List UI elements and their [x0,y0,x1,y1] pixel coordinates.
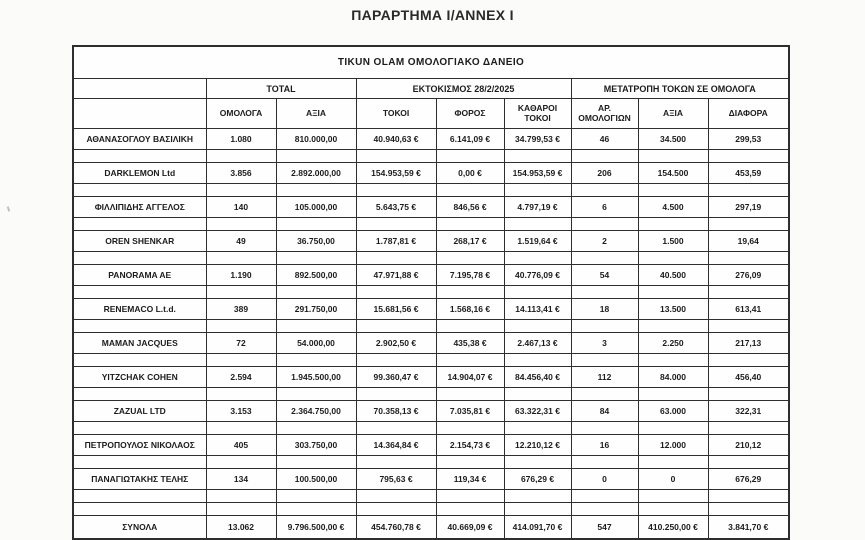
spacer-cell [356,456,436,469]
table-cell: 34.799,53 € [504,129,571,150]
spacer-cell [708,503,789,516]
spacer-cell [206,388,276,401]
table-cell: 3.841,70 € [708,516,789,540]
column-header-num-bonds: ΑΡ. ΟΜΟΛΟΓΙΩΝ [571,99,638,129]
table-title: TIKUN OLAM ΟΜΟΛΟΓΙΑΚΟ ΔΑΝΕΙΟ [73,46,789,79]
table-cell: 676,29 [708,469,789,490]
table-cell: 19,64 [708,231,789,252]
spacer-cell [504,456,571,469]
holder-name-cell: RENEMACO L.t.d. [73,299,206,320]
table-cell: 210,12 [708,435,789,456]
spacer-cell [708,184,789,197]
holder-name-cell: ZAZUAL LTD [73,401,206,422]
spacer-cell [356,422,436,435]
table-cell: 2.154,73 € [436,435,504,456]
spacer-cell [276,490,356,503]
table-cell: 2.364.750,00 [276,401,356,422]
spacer-cell [206,184,276,197]
table-cell: 268,17 € [436,231,504,252]
spacer-cell [504,320,571,333]
column-header-tax: ΦΟΡΟΣ [436,99,504,129]
table-cell: 1.945.500,00 [276,367,356,388]
spacer-row [73,252,789,265]
spacer-cell [73,490,206,503]
table-cell: 810.000,00 [276,129,356,150]
table-cell: 1.500 [638,231,708,252]
table-cell: 453,59 [708,163,789,184]
table-cell: 14.113,41 € [504,299,571,320]
spacer-cell [638,422,708,435]
table-cell: 105.000,00 [276,197,356,218]
spacer-cell [571,184,638,197]
table-cell: 7.035,81 € [436,401,504,422]
spacer-cell [436,286,504,299]
spacer-row [73,422,789,435]
spacer-cell [504,490,571,503]
table-cell: 1.787,81 € [356,231,436,252]
table-cell: 4.500 [638,197,708,218]
table-cell: 389 [206,299,276,320]
group-disbursement: ΕΚΤΟΚΙΣΜΟΣ 28/2/2025 [356,79,571,99]
table-row [73,231,789,252]
spacer-cell [638,388,708,401]
table-row [73,333,789,354]
table-row [73,469,789,490]
spacer-cell [708,252,789,265]
spacer-cell [206,456,276,469]
spacer-cell [276,286,356,299]
spacer-cell [708,490,789,503]
table-cell: 276,09 [708,265,789,286]
table-row [73,401,789,422]
holder-name-cell: ΠΑΝΑΓΙΩΤΑΚΗΣ ΤΕΛΗΣ [73,469,206,490]
spacer-cell [73,252,206,265]
spacer-cell [356,490,436,503]
table-cell: 892.500,00 [276,265,356,286]
spacer-cell [638,456,708,469]
table-cell: 217,13 [708,333,789,354]
spacer-cell [571,354,638,367]
table-cell: 0,00 € [436,163,504,184]
table-cell: 2.250 [638,333,708,354]
spacer-cell [638,320,708,333]
table-cell: 13.500 [638,299,708,320]
table-cell: 410.250,00 € [638,516,708,540]
table-cell: 1.080 [206,129,276,150]
spacer-cell [276,320,356,333]
table-cell: 12.000 [638,435,708,456]
spacer-cell [571,456,638,469]
spacer-cell [436,456,504,469]
column-header-interest: ΤΟΚΟΙ [356,99,436,129]
spacer-cell [276,184,356,197]
spacer-cell [356,150,436,163]
spacer-cell [571,503,638,516]
spacer-cell [436,184,504,197]
table-cell: 34.500 [638,129,708,150]
column-header-value: ΑΞΙΑ [276,99,356,129]
spacer-row [73,503,789,516]
column-header-difference: ΔΙΑΦΟΡΑ [708,99,789,129]
table-cell: 2.594 [206,367,276,388]
table-cell: 6.141,09 € [436,129,504,150]
spacer-cell [638,354,708,367]
spacer-cell [708,422,789,435]
table-cell: 63.000 [638,401,708,422]
spacer-cell [356,354,436,367]
table-cell: 70.358,13 € [356,401,436,422]
table-cell: 6 [571,197,638,218]
spacer-cell [504,503,571,516]
table-cell: 3.153 [206,401,276,422]
spacer-cell [504,218,571,231]
column-header-name [73,99,206,129]
spacer-cell [571,218,638,231]
table-cell: 154.953,59 € [504,163,571,184]
table-cell: 84.456,40 € [504,367,571,388]
table-cell: 9.796.500,00 € [276,516,356,540]
spacer-cell [638,150,708,163]
table-cell: 12.210,12 € [504,435,571,456]
spacer-row [73,184,789,197]
table-cell: 206 [571,163,638,184]
spacer-cell [504,354,571,367]
holder-name-cell: ΣΥΝΟΛΑ [73,516,206,540]
spacer-cell [73,503,206,516]
table-cell: 405 [206,435,276,456]
spacer-row [73,388,789,401]
spacer-cell [436,218,504,231]
spacer-cell [504,422,571,435]
table-cell: 54.000,00 [276,333,356,354]
spacer-cell [73,354,206,367]
spacer-cell [73,184,206,197]
spacer-cell [436,490,504,503]
table-cell: 99.360,47 € [356,367,436,388]
table-cell: 676,29 € [504,469,571,490]
table-cell: 14.364,84 € [356,435,436,456]
spacer-cell [73,218,206,231]
spacer-cell [436,503,504,516]
table-cell: 613,41 [708,299,789,320]
table-cell: 40.776,09 € [504,265,571,286]
spacer-cell [276,252,356,265]
spacer-cell [504,388,571,401]
table-cell: 299,53 [708,129,789,150]
page-title: ΠΑΡΑΡΤΗΜΑ I/ANNEX I [351,7,514,23]
table-cell: 36.750,00 [276,231,356,252]
holder-name-cell: ΦΙΛΛΙΠΙΔΗΣ ΑΓΓΕΛΟΣ [73,197,206,218]
table-cell: 322,31 [708,401,789,422]
table-cell: 795,63 € [356,469,436,490]
table-title-row [73,46,789,79]
spacer-cell [638,218,708,231]
spacer-cell [708,286,789,299]
spacer-cell [206,252,276,265]
holder-name-cell: DARKLEMON Ltd [73,163,206,184]
table-cell: 134 [206,469,276,490]
table-cell: 0 [571,469,638,490]
holder-name-cell: YITZCHAK COHEN [73,367,206,388]
spacer-cell [638,252,708,265]
spacer-cell [206,490,276,503]
spacer-row [73,218,789,231]
spacer-cell [571,252,638,265]
group-total: TOTAL [206,79,356,99]
spacer-row [73,354,789,367]
spacer-cell [276,503,356,516]
table-cell: 3 [571,333,638,354]
spacer-cell [571,320,638,333]
spacer-cell [356,252,436,265]
table-cell: 4.797,19 € [504,197,571,218]
holder-name-cell: MAMAN JACQUES [73,333,206,354]
table-cell: 154.500 [638,163,708,184]
spacer-cell [436,388,504,401]
table-cell: 84.000 [638,367,708,388]
group-header-row [73,79,789,99]
table-cell: 72 [206,333,276,354]
spacer-cell [708,150,789,163]
spacer-cell [356,503,436,516]
table-cell: 0 [638,469,708,490]
table-cell: 435,38 € [436,333,504,354]
column-header-net-interest: ΚΑΘΑΡΟΙ ΤΟΚΟΙ [504,99,571,129]
spacer-cell [73,422,206,435]
table-cell: 1.519,64 € [504,231,571,252]
bond-loan-table [72,45,790,540]
column-header-row [73,99,789,129]
table-cell: 46 [571,129,638,150]
group-blank-cell [73,79,206,99]
holder-name-cell: ΑΘΑΝΑΣΟΓΛΟΥ ΒΑΣΙΛΙΚΗ [73,129,206,150]
table-cell: 84 [571,401,638,422]
spacer-cell [436,150,504,163]
spacer-cell [206,354,276,367]
spacer-cell [504,184,571,197]
table-cell: 18 [571,299,638,320]
table-cell: 846,56 € [436,197,504,218]
holder-name-cell: OREN SHENKAR [73,231,206,252]
spacer-cell [571,286,638,299]
spacer-cell [571,388,638,401]
spacer-cell [638,490,708,503]
spacer-cell [206,150,276,163]
spacer-cell [436,354,504,367]
spacer-cell [206,286,276,299]
spacer-cell [708,218,789,231]
spacer-cell [73,150,206,163]
table-cell: 119,34 € [436,469,504,490]
spacer-cell [356,388,436,401]
spacer-cell [73,320,206,333]
spacer-cell [276,456,356,469]
table-row [73,367,789,388]
spacer-cell [571,150,638,163]
holder-name-cell: ΠΕΤΡΟΠΟΥΛΟΣ ΝΙΚΟΛΑΟΣ [73,435,206,456]
table-cell: 13.062 [206,516,276,540]
spacer-row [73,456,789,469]
spacer-cell [276,422,356,435]
spacer-cell [504,286,571,299]
spacer-cell [276,388,356,401]
table-cell: 40.669,09 € [436,516,504,540]
spacer-cell [708,320,789,333]
table-cell: 100.500,00 [276,469,356,490]
spacer-cell [276,218,356,231]
table-cell: 63.322,31 € [504,401,571,422]
holder-name-cell: PANORAMA AE [73,265,206,286]
table-cell: 3.856 [206,163,276,184]
spacer-cell [356,320,436,333]
spacer-cell [708,388,789,401]
table-cell: 40.500 [638,265,708,286]
table-cell: 2.902,50 € [356,333,436,354]
table-cell: 297,19 [708,197,789,218]
table-cell: 414.091,70 € [504,516,571,540]
totals-row [73,516,789,540]
spacer-cell [276,354,356,367]
table-cell: 49 [206,231,276,252]
spacer-cell [571,490,638,503]
spacer-cell [206,422,276,435]
table-cell: 291.750,00 [276,299,356,320]
spacer-cell [73,286,206,299]
spacer-cell [356,184,436,197]
column-header-value-2: ΑΞΙΑ [638,99,708,129]
table-cell: 5.643,75 € [356,197,436,218]
spacer-cell [638,184,708,197]
spacer-cell [504,252,571,265]
spacer-cell [206,218,276,231]
spacer-cell [504,150,571,163]
spacer-row [73,320,789,333]
table-row [73,129,789,150]
table-cell: 15.681,56 € [356,299,436,320]
spacer-row [73,150,789,163]
spacer-cell [276,150,356,163]
table-row [73,163,789,184]
table-row [73,197,789,218]
table-cell: 2.467,13 € [504,333,571,354]
spacer-cell [638,503,708,516]
spacer-cell [356,218,436,231]
spacer-row [73,490,789,503]
table-cell: 40.940,63 € [356,129,436,150]
spacer-cell [206,320,276,333]
spacer-cell [73,388,206,401]
table-cell: 547 [571,516,638,540]
scan-artifact-mark [7,206,11,211]
table-cell: 112 [571,367,638,388]
table-cell: 2 [571,231,638,252]
table-cell: 140 [206,197,276,218]
spacer-cell [356,286,436,299]
table-cell: 47.971,88 € [356,265,436,286]
table-row [73,435,789,456]
spacer-cell [436,252,504,265]
table-cell: 2.892.000,00 [276,163,356,184]
spacer-cell [708,354,789,367]
column-header-bonds: ΟΜΟΛΟΓΑ [206,99,276,129]
table-cell: 1.568,16 € [436,299,504,320]
spacer-row [73,286,789,299]
spacer-cell [436,422,504,435]
table-cell: 454.760,78 € [356,516,436,540]
spacer-cell [206,503,276,516]
table-cell: 154.953,59 € [356,163,436,184]
table-cell: 14.904,07 € [436,367,504,388]
table-row [73,299,789,320]
spacer-cell [708,456,789,469]
table-cell: 303.750,00 [276,435,356,456]
spacer-cell [436,320,504,333]
table-row [73,265,789,286]
table-cell: 1.190 [206,265,276,286]
spacer-cell [638,286,708,299]
spacer-cell [73,456,206,469]
group-conversion: ΜΕΤΑΤΡΟΠΗ ΤΟΚΩΝ ΣΕ ΟΜΟΛΟΓΑ [571,79,789,99]
spacer-cell [571,422,638,435]
table-cell: 54 [571,265,638,286]
table-cell: 456,40 [708,367,789,388]
table-cell: 7.195,78 € [436,265,504,286]
table-cell: 16 [571,435,638,456]
